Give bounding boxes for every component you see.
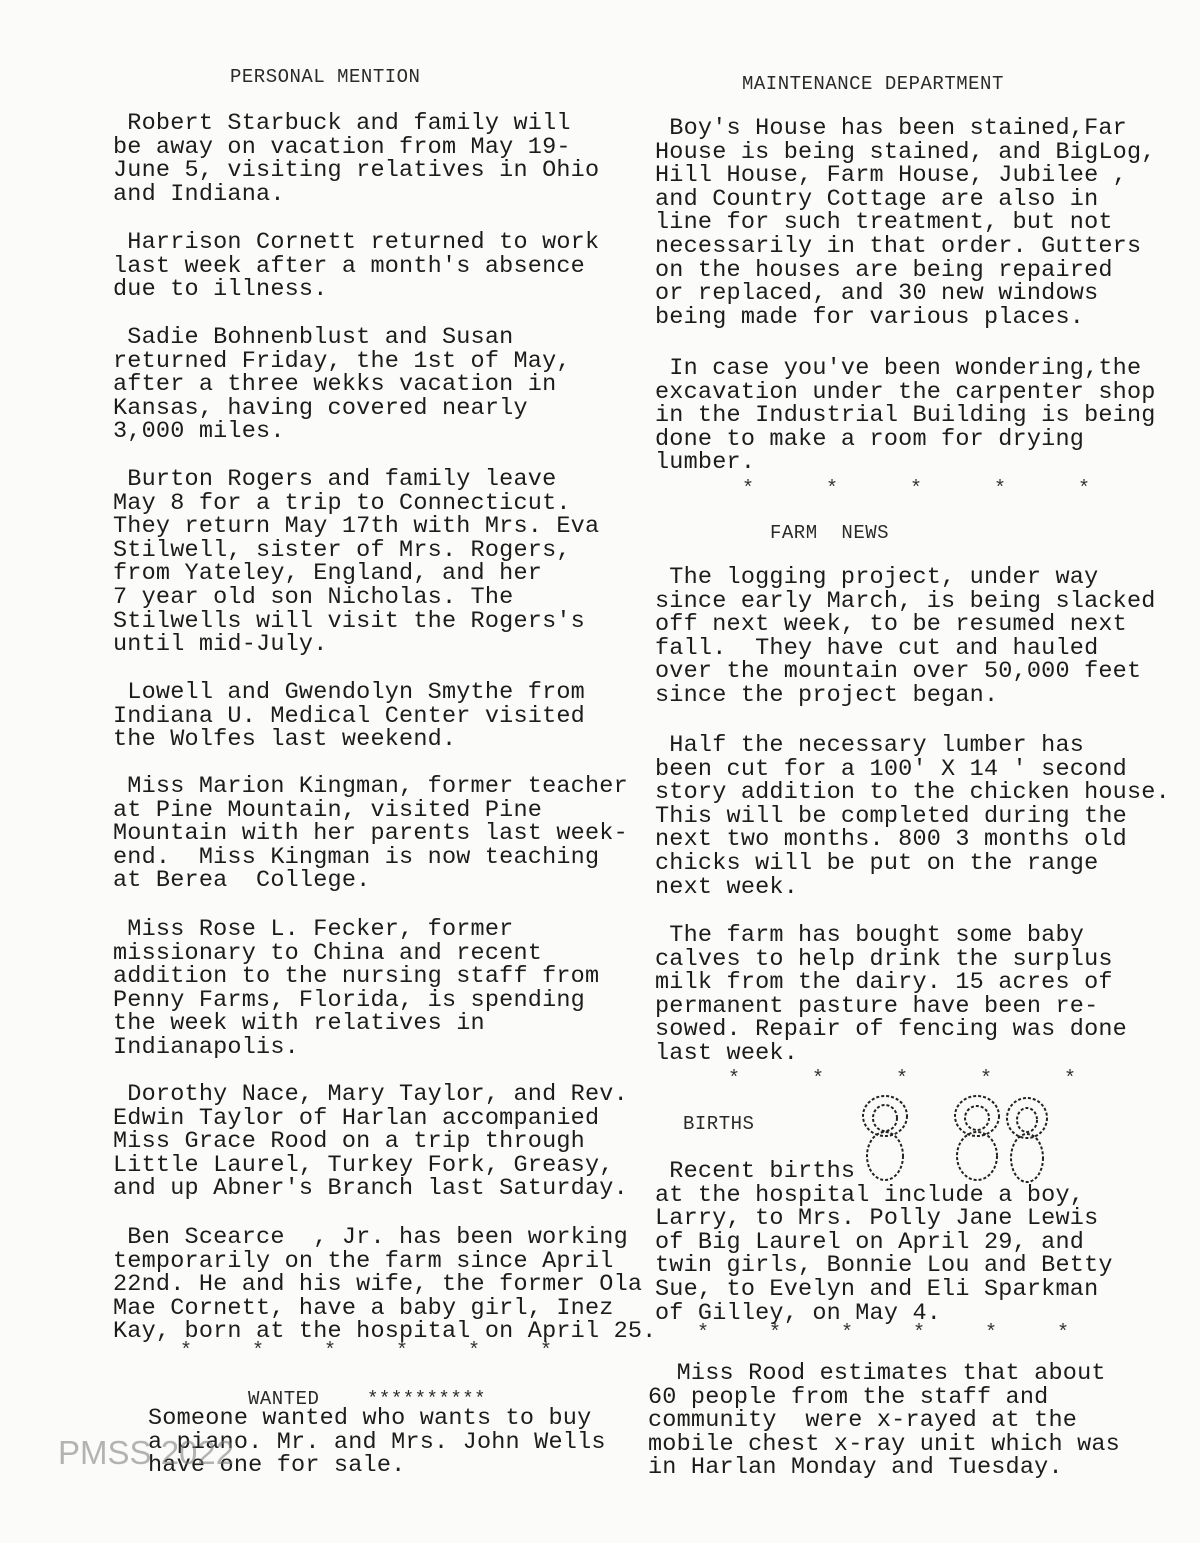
births-paragraph xyxy=(655,1160,1113,1325)
text-line: Miss Rose L. Fecker, former xyxy=(113,916,514,943)
text-line: and Indiana. xyxy=(113,180,285,208)
text-line: Miss Marion Kingman, former teacher xyxy=(113,773,628,800)
text-line: being made for various places. xyxy=(655,303,1085,331)
text-line: Recent births xyxy=(655,1158,856,1185)
divider-stars-3: * * * * * * xyxy=(697,1322,1070,1345)
text-line: of Gilley, on May 4. xyxy=(655,1299,942,1327)
text-line: May 8 for a trip to Connecticut. xyxy=(113,489,571,517)
text-line: missionary to China and recent xyxy=(113,939,543,967)
text-line: mobile chest x-ray unit which was xyxy=(648,1430,1120,1458)
personal-mention-heading: PERSONAL MENTION xyxy=(230,66,421,88)
text-line: chicks will be put on the range xyxy=(655,849,1099,877)
paragraph xyxy=(655,117,1156,329)
text-line: on the houses are being repaired xyxy=(655,256,1113,284)
text-line: Edwin Taylor of Harlan accompanied xyxy=(113,1104,600,1132)
text-line: 22nd. He and his wife, the former Ola xyxy=(113,1271,643,1299)
text-line: temporarily on the farm since April xyxy=(113,1247,614,1275)
text-line: 60 people from the staff and xyxy=(648,1383,1049,1411)
text-line: 3,000 miles. xyxy=(113,418,285,446)
text-line: in Harlan Monday and Tuesday. xyxy=(648,1454,1063,1482)
text-line: lumber. xyxy=(655,449,756,477)
text-line: returned Friday, the 1st of May, xyxy=(113,347,571,375)
text-line: Sue, to Evelyn and Eli Sparkman xyxy=(655,1275,1099,1303)
text-line: The farm has bought some baby xyxy=(655,922,1085,949)
text-line: done to make a room for drying xyxy=(655,425,1085,453)
divider-stars-left: * * * * * * xyxy=(180,1340,553,1363)
text-line: Mae Cornett, have a baby girl, Inez xyxy=(113,1294,614,1322)
baby-icon xyxy=(1007,1098,1047,1182)
wanted-heading: WANTED ********** xyxy=(248,1388,487,1410)
text-line: They return May 17th with Mrs. Eva xyxy=(113,513,600,541)
text-line: Little Laurel, Turkey Fork, Greasy, xyxy=(113,1151,614,1179)
text-line: of Big Laurel on April 29, and xyxy=(655,1228,1085,1256)
text-line: Kay, born at the hospital on April 25. xyxy=(113,1318,657,1346)
text-line: addition to the nursing staff from xyxy=(113,963,600,991)
text-line: fall. They have cut and hauled xyxy=(655,634,1099,662)
text-line: milk from the dairy. 15 acres of xyxy=(655,969,1113,997)
text-line: The logging project, under way xyxy=(655,564,1099,591)
text-line: Larry, to Mrs. Polly Jane Lewis xyxy=(655,1205,1099,1233)
text-line: since early March, is being slacked xyxy=(655,587,1156,615)
paragraph xyxy=(655,734,1170,899)
text-line: over the mountain over 50,000 feet xyxy=(655,658,1142,686)
paragraph xyxy=(113,231,599,302)
text-line: Boy's House has been stained,Far xyxy=(655,115,1127,142)
text-line: Sadie Bohnenblust and Susan xyxy=(113,324,514,351)
text-line: a piano. Mr. and Mrs. John Wells xyxy=(148,1428,606,1456)
text-line: permanent pasture have been re- xyxy=(655,992,1099,1020)
paragraph xyxy=(113,326,571,444)
paragraph xyxy=(113,681,585,752)
text-line: necessarily in that order. Gutters xyxy=(655,232,1142,260)
text-line: at Berea College. xyxy=(113,867,371,895)
text-line: excavation under the carpenter shop xyxy=(655,378,1156,406)
divider-stars-2: * * * * * xyxy=(728,1068,1077,1091)
text-line: line for such treatment, but not xyxy=(655,209,1113,237)
paragraph xyxy=(113,112,599,206)
paragraph xyxy=(113,918,599,1060)
text-line: since the project began. xyxy=(655,681,999,709)
text-line: Someone wanted who wants to buy xyxy=(148,1405,592,1432)
paragraph xyxy=(113,1083,628,1201)
text-line: Harrison Cornett returned to work xyxy=(113,229,600,256)
text-line: next week. xyxy=(655,873,799,901)
text-line: the Wolfes last weekend. xyxy=(113,726,457,754)
text-line: June 5, visiting relatives in Ohio xyxy=(113,157,600,185)
text-line: from Yateley, England, and her xyxy=(113,560,543,588)
text-line: In case you've been wondering,the xyxy=(655,355,1142,382)
text-line: have one for sale. xyxy=(148,1452,406,1480)
text-line: off next week, to be resumed next xyxy=(655,611,1127,639)
text-line: Penny Farms, Florida, is spending xyxy=(113,986,585,1014)
text-line: Dorothy Nace, Mary Taylor, and Rev. xyxy=(113,1081,628,1108)
divider-stars-1: * * * * * xyxy=(742,478,1091,501)
text-line: the week with relatives in xyxy=(113,1010,485,1038)
text-line: Miss Grace Rood on a trip through xyxy=(113,1128,585,1156)
text-line: at Pine Mountain, visited Pine xyxy=(113,796,543,824)
text-line: Hill House, Farm House, Jubilee , xyxy=(655,162,1127,190)
text-line: Mountain with her parents last week- xyxy=(113,820,628,848)
text-line: after a three wekks vacation in xyxy=(113,371,557,399)
text-line: Miss Rood estimates that about xyxy=(648,1360,1106,1387)
text-line: until mid-July. xyxy=(113,631,328,659)
text-line: Indianapolis. xyxy=(113,1033,299,1061)
text-line: in the Industrial Building is being xyxy=(655,402,1156,430)
baby-drawings-illustration xyxy=(855,1094,1075,1184)
text-line: story addition to the chicken house. xyxy=(655,779,1170,807)
text-line: Lowell and Gwendolyn Smythe from xyxy=(113,679,585,706)
text-line: This will be completed during the xyxy=(655,802,1127,830)
text-line: at the hospital include a boy, xyxy=(655,1181,1085,1209)
text-line: 7 year old son Nicholas. The xyxy=(113,583,514,611)
farm-news-heading: FARM NEWS xyxy=(770,522,890,544)
paragraph xyxy=(113,775,628,893)
paragraph xyxy=(655,924,1127,1066)
text-line: last week. xyxy=(655,1039,799,1067)
text-line: been cut for a 100' X 14 ' second xyxy=(655,755,1127,783)
text-line: community were x-rayed at the xyxy=(648,1407,1078,1435)
text-line: sowed. Repair of fencing was done xyxy=(655,1016,1127,1044)
text-line: and up Abner's Branch last Saturday. xyxy=(113,1175,628,1203)
text-line: last week after a month's absence xyxy=(113,252,585,280)
baby-icon xyxy=(863,1096,907,1180)
paragraph xyxy=(113,468,599,657)
paragraph xyxy=(113,1226,657,1344)
text-line: Kansas, having covered nearly xyxy=(113,394,528,422)
text-line: calves to help drink the surplus xyxy=(655,945,1113,973)
text-line: twin girls, Bonnie Lou and Betty xyxy=(655,1252,1113,1280)
text-line: or replaced, and 30 new windows xyxy=(655,280,1099,308)
text-line: and Country Cottage are also in xyxy=(655,185,1099,213)
text-line: Stilwells will visit the Rogers's xyxy=(113,607,585,635)
text-line: end. Miss Kingman is now teaching xyxy=(113,843,600,871)
text-line: due to illness. xyxy=(113,276,328,304)
text-line: Stilwell, sister of Mrs. Rogers, xyxy=(113,536,571,564)
text-line: next two months. 800 3 months old xyxy=(655,826,1127,854)
maintenance-heading: MAINTENANCE DEPARTMENT xyxy=(742,73,1004,95)
text-line: Robert Starbuck and family will xyxy=(113,110,571,137)
text-line: Half the necessary lumber has xyxy=(655,732,1085,759)
watermark: PMSS 2022 xyxy=(58,1434,235,1471)
births-heading: BIRTHS xyxy=(683,1113,755,1135)
text-line: Burton Rogers and family leave xyxy=(113,466,557,493)
paragraph xyxy=(655,566,1156,708)
text-line: House is being stained, and BigLog, xyxy=(655,138,1156,166)
text-line: Indiana U. Medical Center visited xyxy=(113,702,585,730)
text-line: Ben Scearce , Jr. has been working xyxy=(113,1224,628,1251)
xray-paragraph xyxy=(648,1362,1120,1480)
baby-icon xyxy=(955,1096,999,1180)
text-line: be away on vacation from May 19- xyxy=(113,133,571,161)
paragraph xyxy=(655,357,1156,475)
